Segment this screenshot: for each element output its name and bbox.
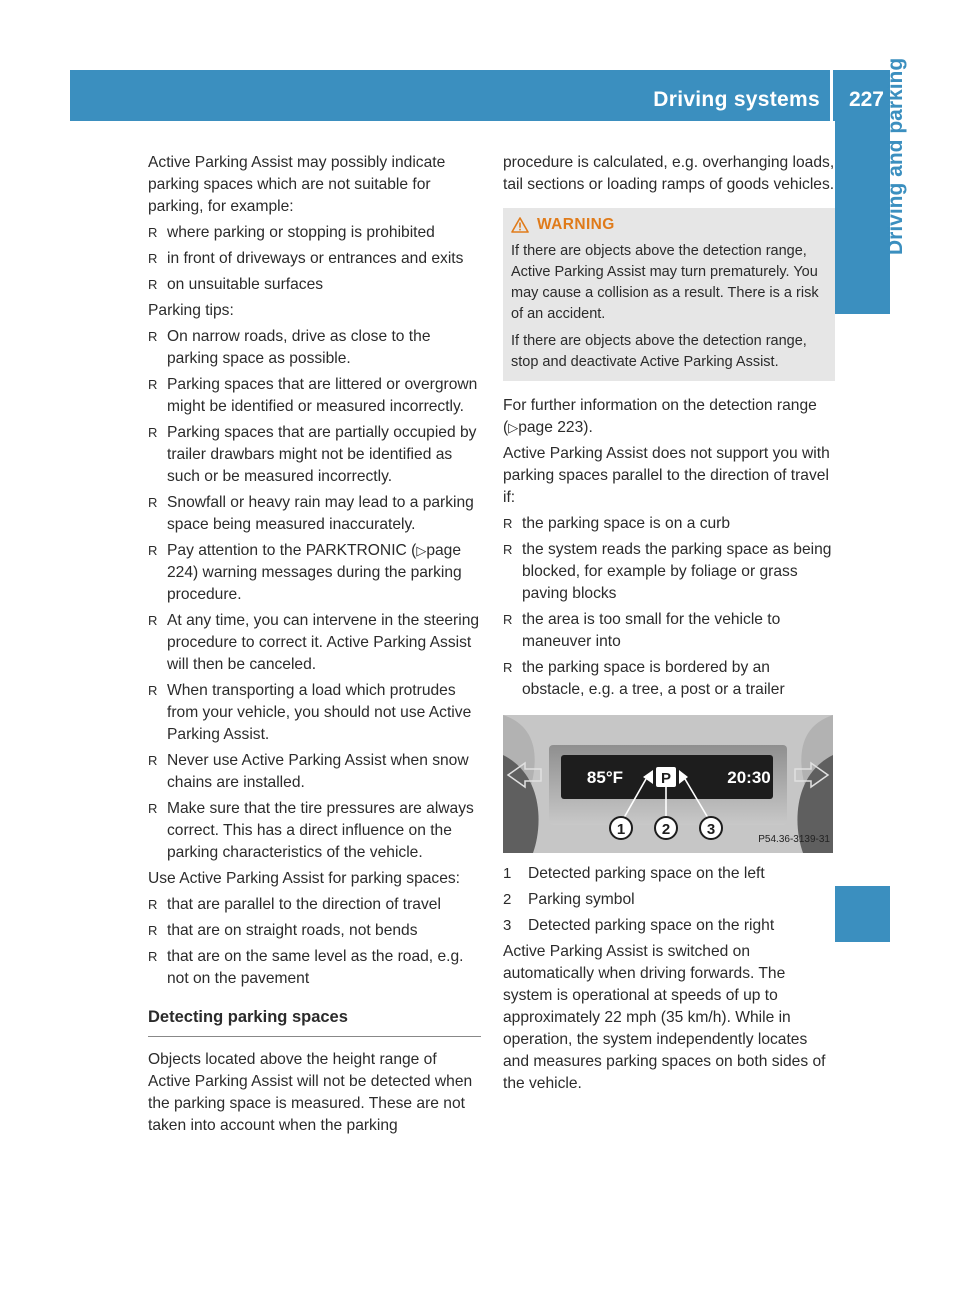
left-column	[148, 152, 481, 1141]
list-item	[148, 894, 481, 916]
list-item	[148, 222, 481, 244]
callout-1: 1	[616, 821, 626, 838]
final-paragraph: Active Parking Assist is switched on automatically when driving forwards. The system is operational at speeds of up to approximately 22 mph (35 km/h). While in operation, the system independently locates and measures parking spaces on both sides of the vehicle.	[503, 943, 826, 1092]
continue-paragraph: procedure is calculated, e.g. overhanging loads, tail sections or loading ramps of goods vehicles.	[503, 154, 835, 193]
list-item-text: Parking spaces that are partially occupied by trailer drawbars might not be identified as such or be measured incorrectly.	[167, 424, 477, 485]
figure-code: P54.36-3139-31	[758, 834, 830, 845]
paragraph-text: ).	[583, 419, 593, 436]
list-item	[148, 274, 481, 296]
tips-label: Parking tips:	[148, 302, 234, 319]
header-divider	[830, 70, 833, 121]
warning-text: If there are objects above the detection range, stop and deactivate Active Parking Assist.	[511, 333, 807, 370]
list-item-text: where parking or stopping is prohibited	[167, 224, 435, 241]
page-ref-arrow-icon: ▷	[416, 543, 427, 558]
list-item-text: the parking space is bordered by an obstacle, e.g. a tree, a post or a trailer	[522, 659, 785, 698]
right-column	[503, 152, 835, 1099]
bullet-icon: R	[148, 753, 158, 768]
list-item	[148, 248, 481, 270]
bullet-icon: R	[503, 516, 513, 531]
header-bar	[70, 70, 890, 121]
list-item-text: in front of driveways or entrances and exits	[167, 250, 464, 267]
bullet-icon: R	[148, 495, 158, 510]
section-title: Driving systems	[653, 88, 820, 111]
detect-paragraph: Objects located above the height range of Active Parking Assist will not be detected when the parking space is measured. These are not taken into account when the parking	[148, 1051, 473, 1134]
list-item-text: the system reads the parking space as being blocked, for example by foliage or grass paving blocks	[522, 541, 832, 602]
list-item-text: Parking spaces that are littered or overgrown might be identified or measured incorrectly.	[167, 376, 478, 415]
list-item-text: the area is too small for the vehicle to maneuver into	[522, 611, 781, 650]
further-info-paragraph	[503, 395, 835, 439]
section-heading: Detecting parking spaces	[148, 1006, 481, 1037]
intro-paragraph: Active Parking Assist may possibly indicate parking spaces which are not suitable for parking, for example:	[148, 154, 446, 215]
list-item	[148, 920, 481, 942]
list-item	[148, 750, 481, 794]
warning-box	[503, 208, 835, 381]
legend-item	[503, 915, 835, 937]
list-item-text: on unsuitable surfaces	[167, 276, 324, 293]
list-item	[148, 680, 481, 746]
chapter-tab-label: Driving and parking	[884, 57, 907, 255]
list-item	[148, 374, 481, 418]
chapter-tab	[835, 121, 890, 314]
bullet-icon: R	[148, 225, 158, 240]
legend-number: 1	[503, 865, 512, 882]
unsuitable-list	[148, 222, 481, 296]
legend-number: 3	[503, 917, 512, 934]
bullet-icon: R	[148, 923, 158, 938]
list-item-text: the parking space is on a curb	[522, 515, 731, 532]
list-item	[503, 609, 835, 653]
use-label: Use Active Parking Assist for parking spaces:	[148, 870, 461, 887]
temperature-readout: 85°F	[586, 768, 623, 787]
list-item-text: ) warning messages during the parking procedure.	[167, 564, 462, 603]
page-number: 227	[848, 88, 884, 111]
list-item-text: that are parallel to the direction of travel	[167, 896, 441, 913]
legend-text: Detected parking space on the right	[528, 917, 775, 934]
legend-text: Detected parking space on the left	[528, 865, 765, 882]
bullet-icon: R	[503, 660, 513, 675]
instrument-display-figure	[503, 715, 833, 853]
list-item-text: Make sure that the tire pressures are always correct. This has a direct influence on the parking characteristics of the vehicle.	[167, 800, 474, 861]
list-item-text: Never use Active Parking Assist when snow chains are installed.	[167, 752, 469, 791]
list-item	[148, 610, 481, 676]
list-item-text: Pay attention to the PARKTRONIC (	[167, 542, 417, 559]
list-item	[148, 326, 481, 370]
figure-legend	[503, 863, 835, 937]
bullet-icon: R	[148, 683, 158, 698]
page-reference-link[interactable]: page 224	[167, 542, 462, 581]
bullet-icon: R	[148, 613, 158, 628]
paragraph-text: For further information on the detection range (	[503, 397, 817, 436]
callout-2: 2	[661, 821, 671, 838]
list-item	[148, 798, 481, 864]
tips-list	[148, 326, 481, 864]
parking-symbol: P	[660, 770, 672, 787]
bullet-icon: R	[148, 329, 158, 344]
bullet-icon: R	[148, 949, 158, 964]
support-paragraph: Active Parking Assist does not support you with parking spaces parallel to the direction of travel if:	[503, 445, 830, 506]
thumb-index-marker	[835, 886, 890, 942]
bullet-icon: R	[503, 612, 513, 627]
bullet-icon: R	[148, 543, 158, 558]
bullet-icon: R	[148, 251, 158, 266]
warning-triangle-icon	[511, 217, 529, 233]
bullet-icon: R	[148, 277, 158, 292]
legend-number: 2	[503, 891, 512, 908]
callout-3: 3	[706, 821, 716, 838]
use-list	[148, 894, 481, 990]
list-item	[148, 540, 481, 606]
list-item-text: On narrow roads, drive as close to the parking space as possible.	[167, 328, 431, 367]
list-item	[148, 946, 481, 990]
list-item	[148, 492, 481, 536]
list-item-text: When transporting a load which protrudes from your vehicle, you should not use Active Parking Assist.	[167, 682, 472, 743]
list-item-text: Snowfall or heavy rain may lead to a parking space being measured inaccurately.	[167, 494, 474, 533]
bullet-icon: R	[148, 425, 158, 440]
legend-text: Parking symbol	[528, 891, 635, 908]
list-item-text: that are on straight roads, not bends	[167, 922, 418, 939]
bullet-icon: R	[148, 377, 158, 392]
warning-title: WARNING	[537, 216, 615, 233]
bullet-icon: R	[148, 801, 158, 816]
page-reference-link[interactable]: page 223	[518, 419, 584, 436]
page-ref-arrow-icon: ▷	[508, 420, 519, 435]
list-item-text: that are on the same level as the road, e.g. not on the pavement	[167, 948, 464, 987]
list-item	[503, 513, 835, 535]
bullet-icon: R	[503, 542, 513, 557]
legend-item	[503, 889, 835, 911]
warning-header	[511, 214, 828, 235]
list-item	[148, 422, 481, 488]
bullet-icon: R	[148, 897, 158, 912]
warning-text: If there are objects above the detection range, Active Parking Assist may turn prematurely. You may cause a collision as a result. There is a risk of an accident.	[511, 243, 819, 322]
time-readout: 20:30	[727, 768, 771, 787]
list-item	[503, 539, 835, 605]
not-supported-list	[503, 513, 835, 701]
list-item-text: At any time, you can intervene in the steering procedure to correct it. Active Parking Assist will then be canceled.	[167, 612, 480, 673]
list-item	[503, 657, 835, 701]
legend-item	[503, 863, 835, 885]
